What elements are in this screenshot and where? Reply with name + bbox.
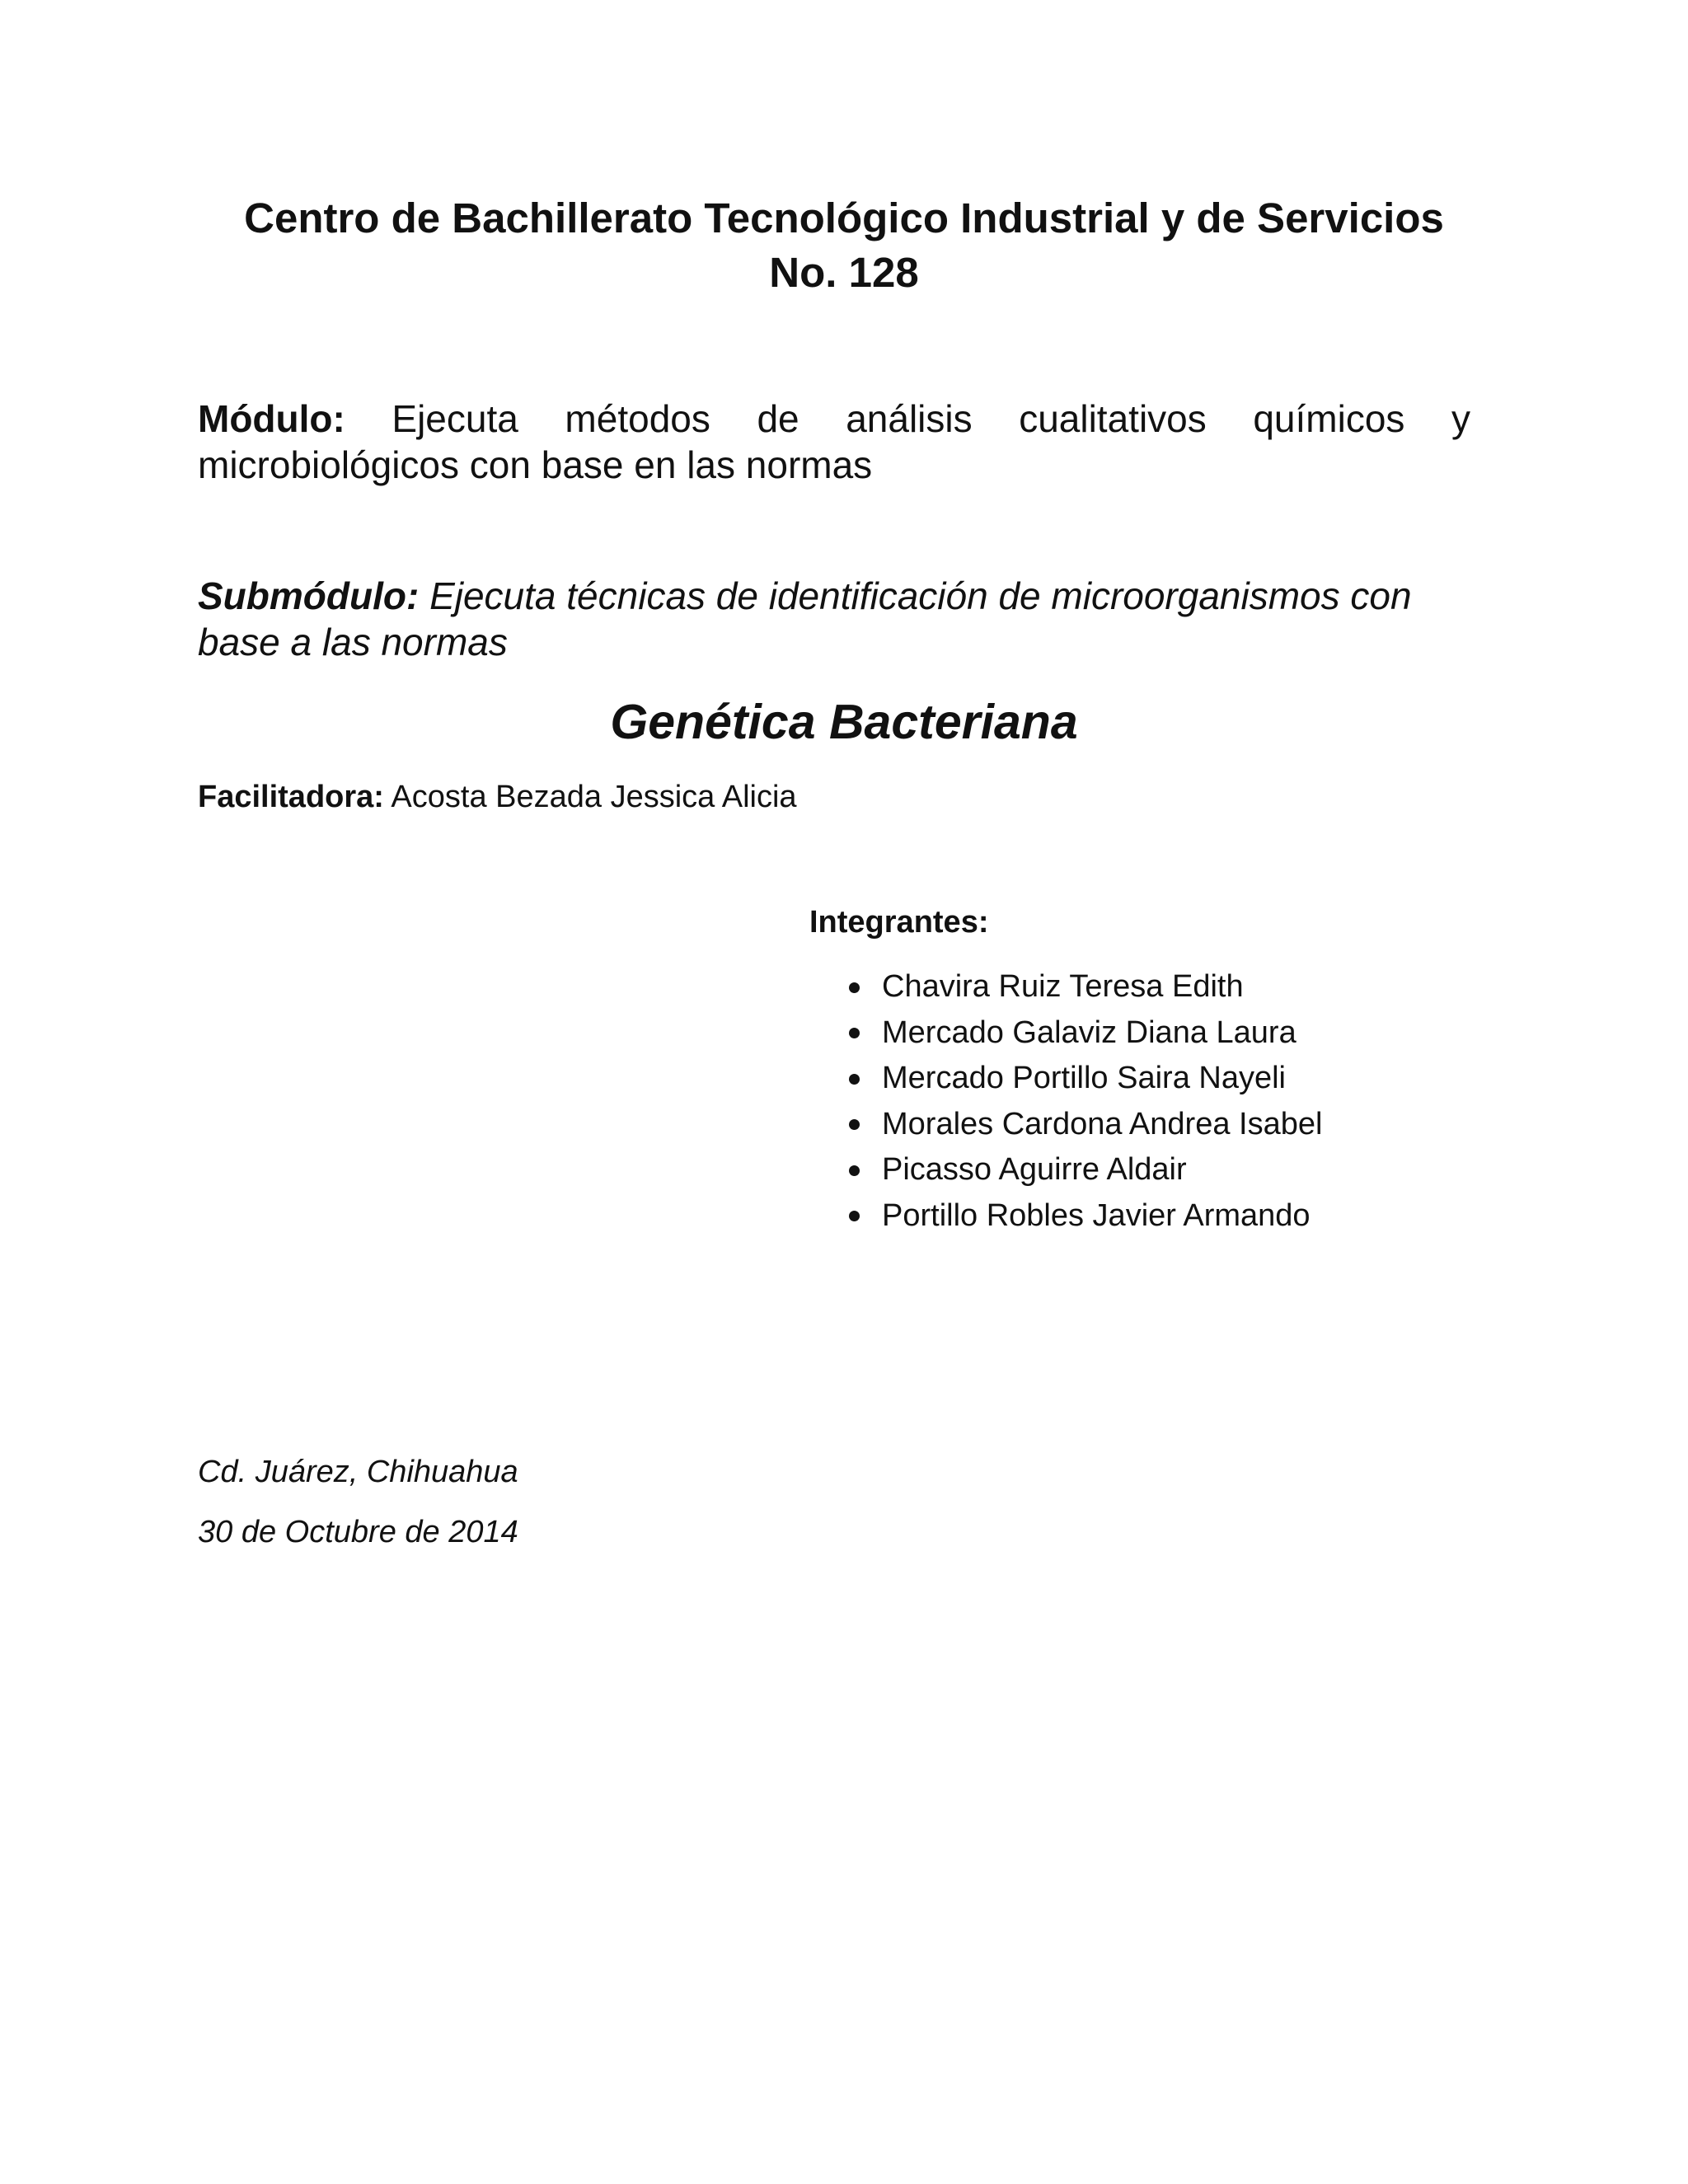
date-line: 30 de Octubre de 2014: [198, 1515, 518, 1549]
list-item: [849, 1010, 1322, 1057]
submodulo-label: Submódulo:: [198, 574, 420, 617]
bullet-icon: [849, 1119, 860, 1130]
integrantes-list: [849, 964, 1322, 1239]
modulo-text: Ejecuta métodos de análisis cualitativos químicos y microbiológicos con base en las normas: [198, 397, 1470, 486]
member-name: Chavira Ruiz Teresa Edith: [882, 969, 1244, 1004]
list-item: [849, 1056, 1322, 1102]
submodulo-text: Ejecuta técnicas de identificación de microorganismos con base a las normas: [198, 574, 1412, 663]
facilitadora-line: [198, 777, 797, 817]
member-name: Mercado Galaviz Diana Laura: [882, 1015, 1296, 1050]
integrantes-heading: Integrantes:: [809, 905, 989, 940]
facilitadora-name: Acosta Bezada Jessica Alicia: [391, 780, 797, 814]
modulo-label: Módulo:: [198, 397, 345, 440]
institution-number: No. 128: [769, 249, 919, 296]
list-item: [849, 1147, 1322, 1193]
document-title: Genética Bacteriana: [610, 695, 1078, 749]
bullet-icon: [849, 1028, 860, 1038]
bullet-icon: [849, 1074, 860, 1085]
list-item: [849, 1193, 1322, 1240]
institution-name: Centro de Bachillerato Tecnológico Industrial y de Servicios: [244, 194, 1444, 241]
member-name: Mercado Portillo Saira Nayeli: [882, 1061, 1286, 1095]
list-item: [849, 1102, 1322, 1148]
member-name: Morales Cardona Andrea Isabel: [882, 1106, 1323, 1141]
member-name: Portillo Robles Javier Armando: [882, 1197, 1311, 1233]
submodulo-paragraph: [198, 573, 1470, 665]
member-name: Picasso Aguirre Aldair: [882, 1152, 1187, 1187]
list-item: [849, 964, 1322, 1010]
institution-heading: [198, 191, 1490, 300]
bullet-icon: [849, 1165, 860, 1176]
city-line: Cd. Juárez, Chihuahua: [198, 1455, 518, 1489]
bullet-icon: [849, 1211, 860, 1221]
facilitadora-label: Facilitadora:: [198, 780, 384, 814]
bullet-icon: [849, 982, 860, 993]
modulo-paragraph: [198, 396, 1470, 488]
